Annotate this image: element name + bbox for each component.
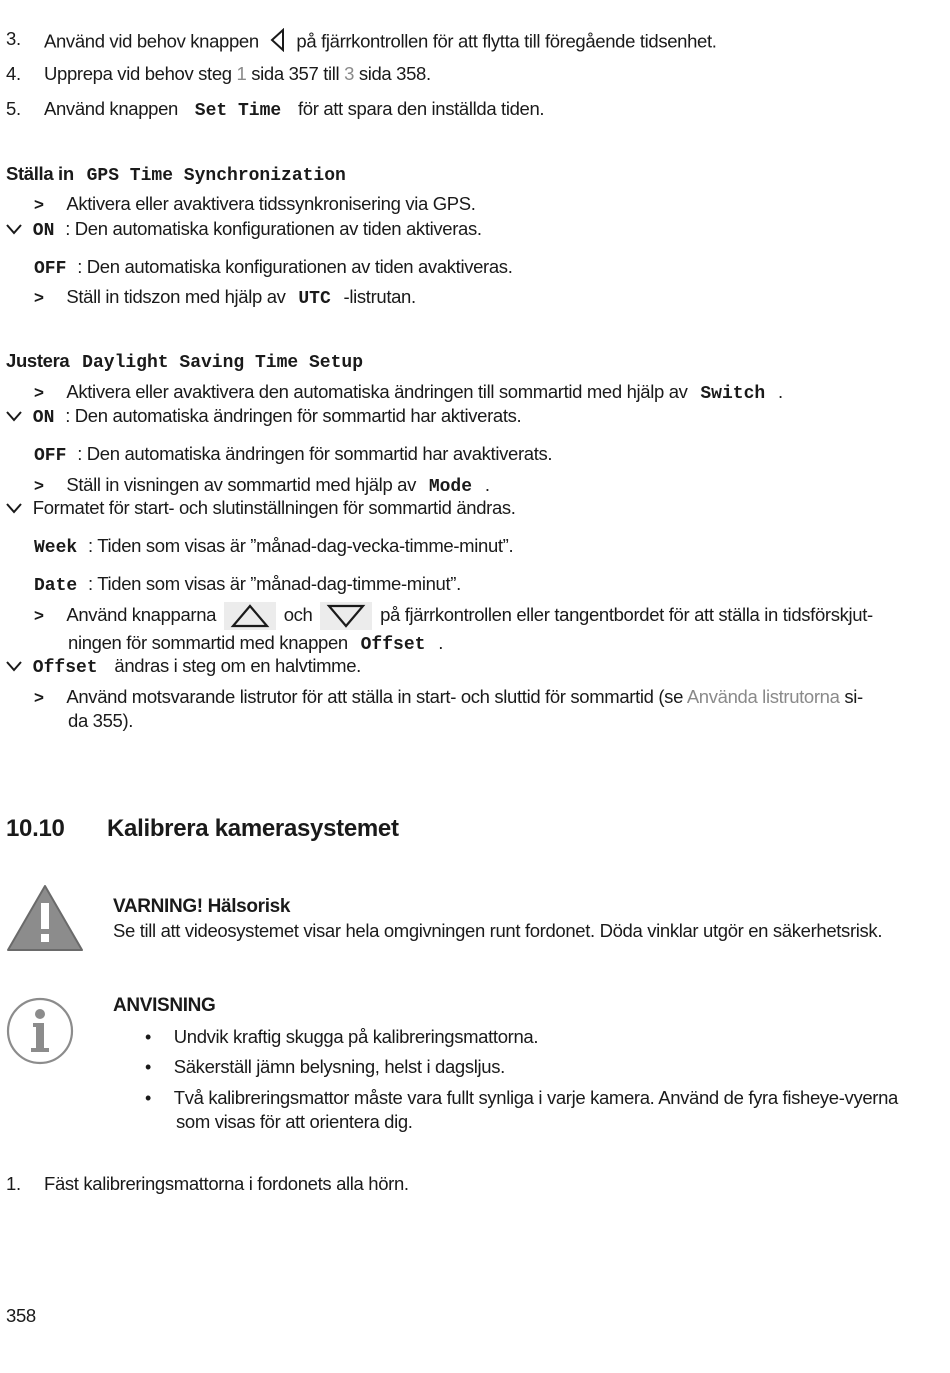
dst-result-3: Offset ändras i steg om en halvtimme. [6,655,361,678]
step-4-text: Upprepa vid behov steg 1 sida 357 till 3 sida 358. [44,63,431,84]
action-arrow-icon: > [34,195,44,214]
dst-heading: Justera Daylight Saving Time Setup [6,350,364,373]
notice-bullet-3: • Två kalibreringsmattor måste vara fullt synliga i varje kamera. Använd de fyra fisheye-vyerna [145,1087,898,1108]
listrutor-link[interactable]: Använda listrutorna [686,686,840,707]
bullet-icon: • [145,1027,151,1047]
dst-action-4-line-2: da 355). [68,710,134,731]
up-arrow-key-icon [224,602,276,630]
step-5: 5. [6,98,21,119]
dst-off-text: OFF : Den automatiska ändringen för sommartid har avaktiverats. [34,443,553,466]
info-icon [6,997,74,1070]
step-3-text: Använd vid behov knappen på fjärrkontrollen för att flytta till föregående tidsenhet. [44,28,717,57]
page-number: 358 [6,1305,36,1326]
dst-action-3-line-2: ningen för sommartid med knappen Offset . [68,632,444,655]
dst-on-result: ON : Den automatiska ändringen för sommartid har aktiverats. [6,405,521,428]
notice-bullet-1: • Undvik kraftig skugga på kalibreringsmattorna. [145,1026,539,1047]
dst-action-3: > Använd knapparna och på fjärrkontrollen eller tangentbordet för att ställa in tidsförskjut- [34,602,873,630]
bullet-icon: • [145,1088,151,1108]
chevron-left-icon [268,28,288,57]
step-1-number: 1. [6,1173,21,1194]
bullet-icon: • [145,1057,151,1077]
result-check-icon [6,218,22,239]
result-check-icon [6,405,22,426]
gps-action-1: > Aktivera eller avaktivera tidssynkronisering via GPS. [34,193,476,214]
notice-bullet-3-line-2: som visas för att orientera dig. [176,1111,413,1132]
dst-result-2: Formatet för start- och slutinställningen för sommartid ändras. [6,497,516,519]
step-number: 3. [6,28,21,49]
step-5-text: Använd knappen Set Time för att spara den inställda tiden. [44,98,545,121]
warning-text: Se till att videosystemet visar hela omgivningen runt fordonet. Döda vinklar utgör en säkerhetsrisk. [113,920,883,941]
dst-action-1: > Aktivera eller avaktivera den automatiska ändringen till sommartid med hjälp av Switch . [34,381,783,404]
action-arrow-icon: > [34,605,44,625]
section-number: 10.10 [6,815,65,842]
gps-off-text: OFF : Den automatiska konfigurationen av tiden avaktiveras. [34,256,513,279]
dst-action-2: > Ställ in visningen av sommartid med hjälp av Mode . [34,474,490,497]
step-3 [6,28,21,50]
step-1-text: Fäst kalibreringsmattorna i fordonets alla hörn. [44,1173,409,1194]
down-arrow-key-icon [320,602,372,630]
result-check-icon [6,497,22,518]
section-title: Kalibrera kamerasystemet [107,815,399,842]
gps-on-result: ON : Den automatiska konfigurationen av tiden aktiveras. [6,218,482,241]
action-arrow-icon: > [34,288,44,307]
action-arrow-icon: > [34,476,44,495]
gps-action-2: > Ställ in tidszon med hjälp av UTC -listrutan. [34,286,416,309]
dst-date-text: Date : Tiden som visas är ”månad-dag-timme-minut”. [34,573,461,596]
code-set-time: Set Time [194,101,282,121]
step-4: 4. [6,63,21,84]
warning-icon [6,883,84,958]
action-arrow-icon: > [34,688,44,707]
notice-bullet-2: • Säkerställ jämn belysning, helst i dagsljus. [145,1056,505,1077]
gps-heading: Ställa in GPS Time Synchronization [6,163,346,186]
result-check-icon [6,655,22,676]
dst-week-text: Week : Tiden som visas är ”månad-dag-vecka-timme-minut”. [34,535,514,558]
step-ref-link[interactable]: 1 [236,63,247,84]
action-arrow-icon: > [34,383,44,402]
notice-title: ANVISNING [113,995,216,1016]
warning-title: VARNING! Hälsorisk [113,896,291,917]
dst-action-4: > Använd motsvarande listrutor för att ställa in start- och sluttid för sommartid (se Använda listrutorna si- [34,686,863,707]
step-ref-link[interactable]: 3 [344,63,355,84]
